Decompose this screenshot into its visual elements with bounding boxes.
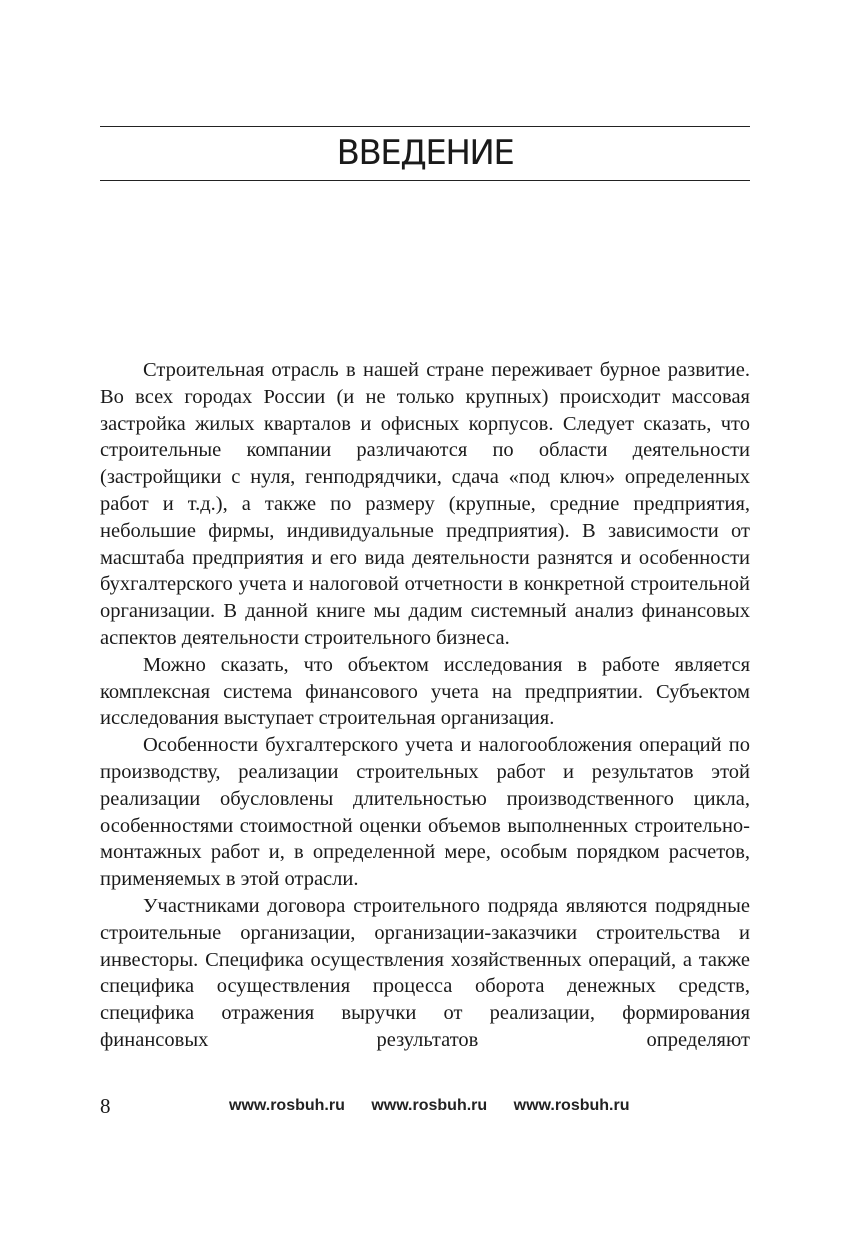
title-rule-top xyxy=(100,126,750,127)
chapter-title: ВВЕДЕНИЕ xyxy=(336,133,514,173)
footer-link[interactable]: www.rosbuh.ru xyxy=(513,1097,630,1114)
body-text xyxy=(100,357,750,1054)
footer-links xyxy=(229,1093,651,1119)
paragraph: Участниками договора строительного подряда являются подрядные строительные организации, организации-заказчики строительства и инвесторы. Специфика осуществления хозяйственных операций, а также специфика осуществления процесса оборота денежных средств, специфика отражения выручки от реализации, формирования финансовых результатов определяют xyxy=(100,894,750,1051)
page-footer xyxy=(100,1093,750,1119)
paragraph: Можно сказать, что объектом исследования в работе является комплексная система финансового учета на предприятии. Субъектом исследования выступает строительная организация. xyxy=(100,653,750,730)
paragraph: Особенности бухгалтерского учета и налогообложения операций по производству, реализации строительных работ и результатов этой реализации обусловлены длительностью производственного цикла, особенностями стоимостной оценки объемов выполненных строительно-монтажных работ и, в определенной мере, особым порядком расчетов, применяемых в этой отрасли. xyxy=(100,734,750,891)
title-rule-bottom xyxy=(100,180,750,181)
paragraph: Строительная отрасль в нашей стране переживает бурное развитие. Во всех городах России (и не только крупных) происходит массовая застройка жилых кварталов и офисных корпусов. Следует сказать, что строительные компании различаются по области деятельности (застройщики с нуля, генподрядчики, сдача «под ключ» определенных работ и т.д.), а также по размеру (крупные, средние предприятия, небольшие фирмы, индивидуальные предприятия). В зависимости от масштаба предприятия и его вида деятельности разнятся и особенности бухгалтерского учета и налоговой отчетности в конкретной строительной организации. В данной книге мы дадим системный анализ финансовых аспектов деятельности строительного бизнеса. xyxy=(100,359,750,649)
page-number: 8 xyxy=(100,1094,111,1118)
footer-link[interactable]: www.rosbuh.ru xyxy=(371,1097,488,1114)
footer-link[interactable]: www.rosbuh.ru xyxy=(229,1097,345,1114)
